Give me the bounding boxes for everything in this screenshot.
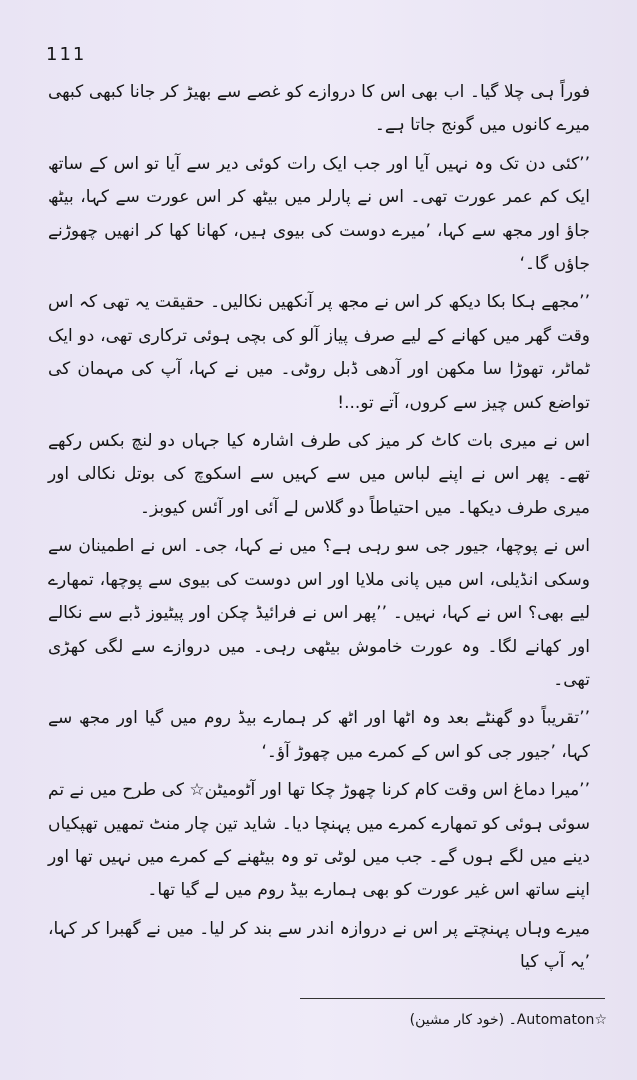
footnote-marker: ☆ (594, 1012, 607, 1028)
paragraph: ’’کئی دن تک وہ نہیں آیا اور جب ایک رات کوئی دیر سے آیا تو اس کے ساتھ ایک کم عمر عورت تھی۔ اس نے پارلر میں بیٹھ کر اس عورت سے کہا، بیٹھ جاؤ اور مجھ سے کہا، ’میرے دوست کی بیوی ہیں، کھانا کھا کر انھیں چھوڑنے جاؤں گا۔‘ (48, 153, 590, 275)
paragraph: اس نے پوچھا، جیور جی سو رہی ہے؟ میں نے کہا، جی۔ اس نے اطمینان سے وسکی انڈیلی، اس میں پانی ملایا اور اس دوست کی بیوی سے پوچھا، تمھارے لیے بھی؟ اس نے کہا، نہیں۔ ’’پھر اس نے فرائیڈ چکن اور پیٹیوز ڈبے سے نکالے اور کھانے لگا۔ وہ عورت خاموش بیٹھی رہی۔ میں دروازے سے لگی کھڑی تھی۔ (48, 536, 590, 690)
paragraph: میرے وہاں پہنچتے پر اس نے دروازہ اندر سے بند کر لیا۔ میں نے گھبرا کر کہا، ’یہ آپ کیا (48, 918, 590, 973)
paragraph: ’’مجھے ہکا بکا دیکھ کر اس نے مجھ پر آنکھیں نکالیں۔ حقیقت یہ تھی کہ اس وقت گھر میں کھانے کے لیے صرف پیاز آلو کی بچی ہوئی ترکاری تھی، دو ایک ٹماٹر، تھوڑا سا مکھن اور آدھی ڈبل روٹی۔ میں نے کہا، آپ کی مہمان کی تواضع کس چیز سے کروں، آتے تو...! (48, 292, 590, 413)
paragraph: ’’میرا دماغ اس وقت کام کرنا چھوڑ چکا تھا اور آٹومیٹن☆ کی طرح میں نے تم سوئی ہوئی کو تمھارے کمرے میں پہنچا دیا۔ شاید تین چار منٹ تمھیں تھپکیاں دینے میں لگے ہوں گے۔ جب میں لوٹی تو وہ بیٹھنے کے کمرے میں نہیں تھا اور اپنے ساتھ اس غیر عورت کو بھی ہمارے بیڈ روم میں لے گیا تھا۔ (48, 780, 590, 901)
footnote-divider (300, 998, 605, 999)
footnote-dash: ۔ (508, 1012, 517, 1028)
paragraph: ’’تقریباً دو گھنٹے بعد وہ اٹھا اور اٹھ کر ہمارے بیڈ روم میں گیا اور مجھ سے کہا، ’جیور جی کو اس کے کمرے میں چھوڑ آؤ۔‘ (48, 708, 590, 762)
footnote-translation: (خود کار مشین) (409, 1012, 505, 1028)
footnote-term: Automaton (516, 1012, 595, 1028)
page-body (48, 76, 590, 985)
paragraph: اس نے میری بات کاٹ کر میز کی طرف اشارہ کیا جہاں دو لنچ بکس رکھے تھے۔ پھر اس نے اپنے لباس میں سے کہیں سے اسکوچ کی بوتل نکالی اور میری طرف دیکھا۔ میں احتیاطاً دو گلاس لے آئی اور آئس کیوبز۔ (48, 431, 590, 518)
page-number: 111 (46, 44, 87, 65)
footnote (410, 1012, 607, 1028)
paragraph: فوراً ہی چلا گیا۔ اب بھی اس کا دروازے کو غصے سے بھیڑ کر جانا کبھی کبھی میرے کانوں میں گونج جاتا ہے۔ (48, 82, 590, 136)
